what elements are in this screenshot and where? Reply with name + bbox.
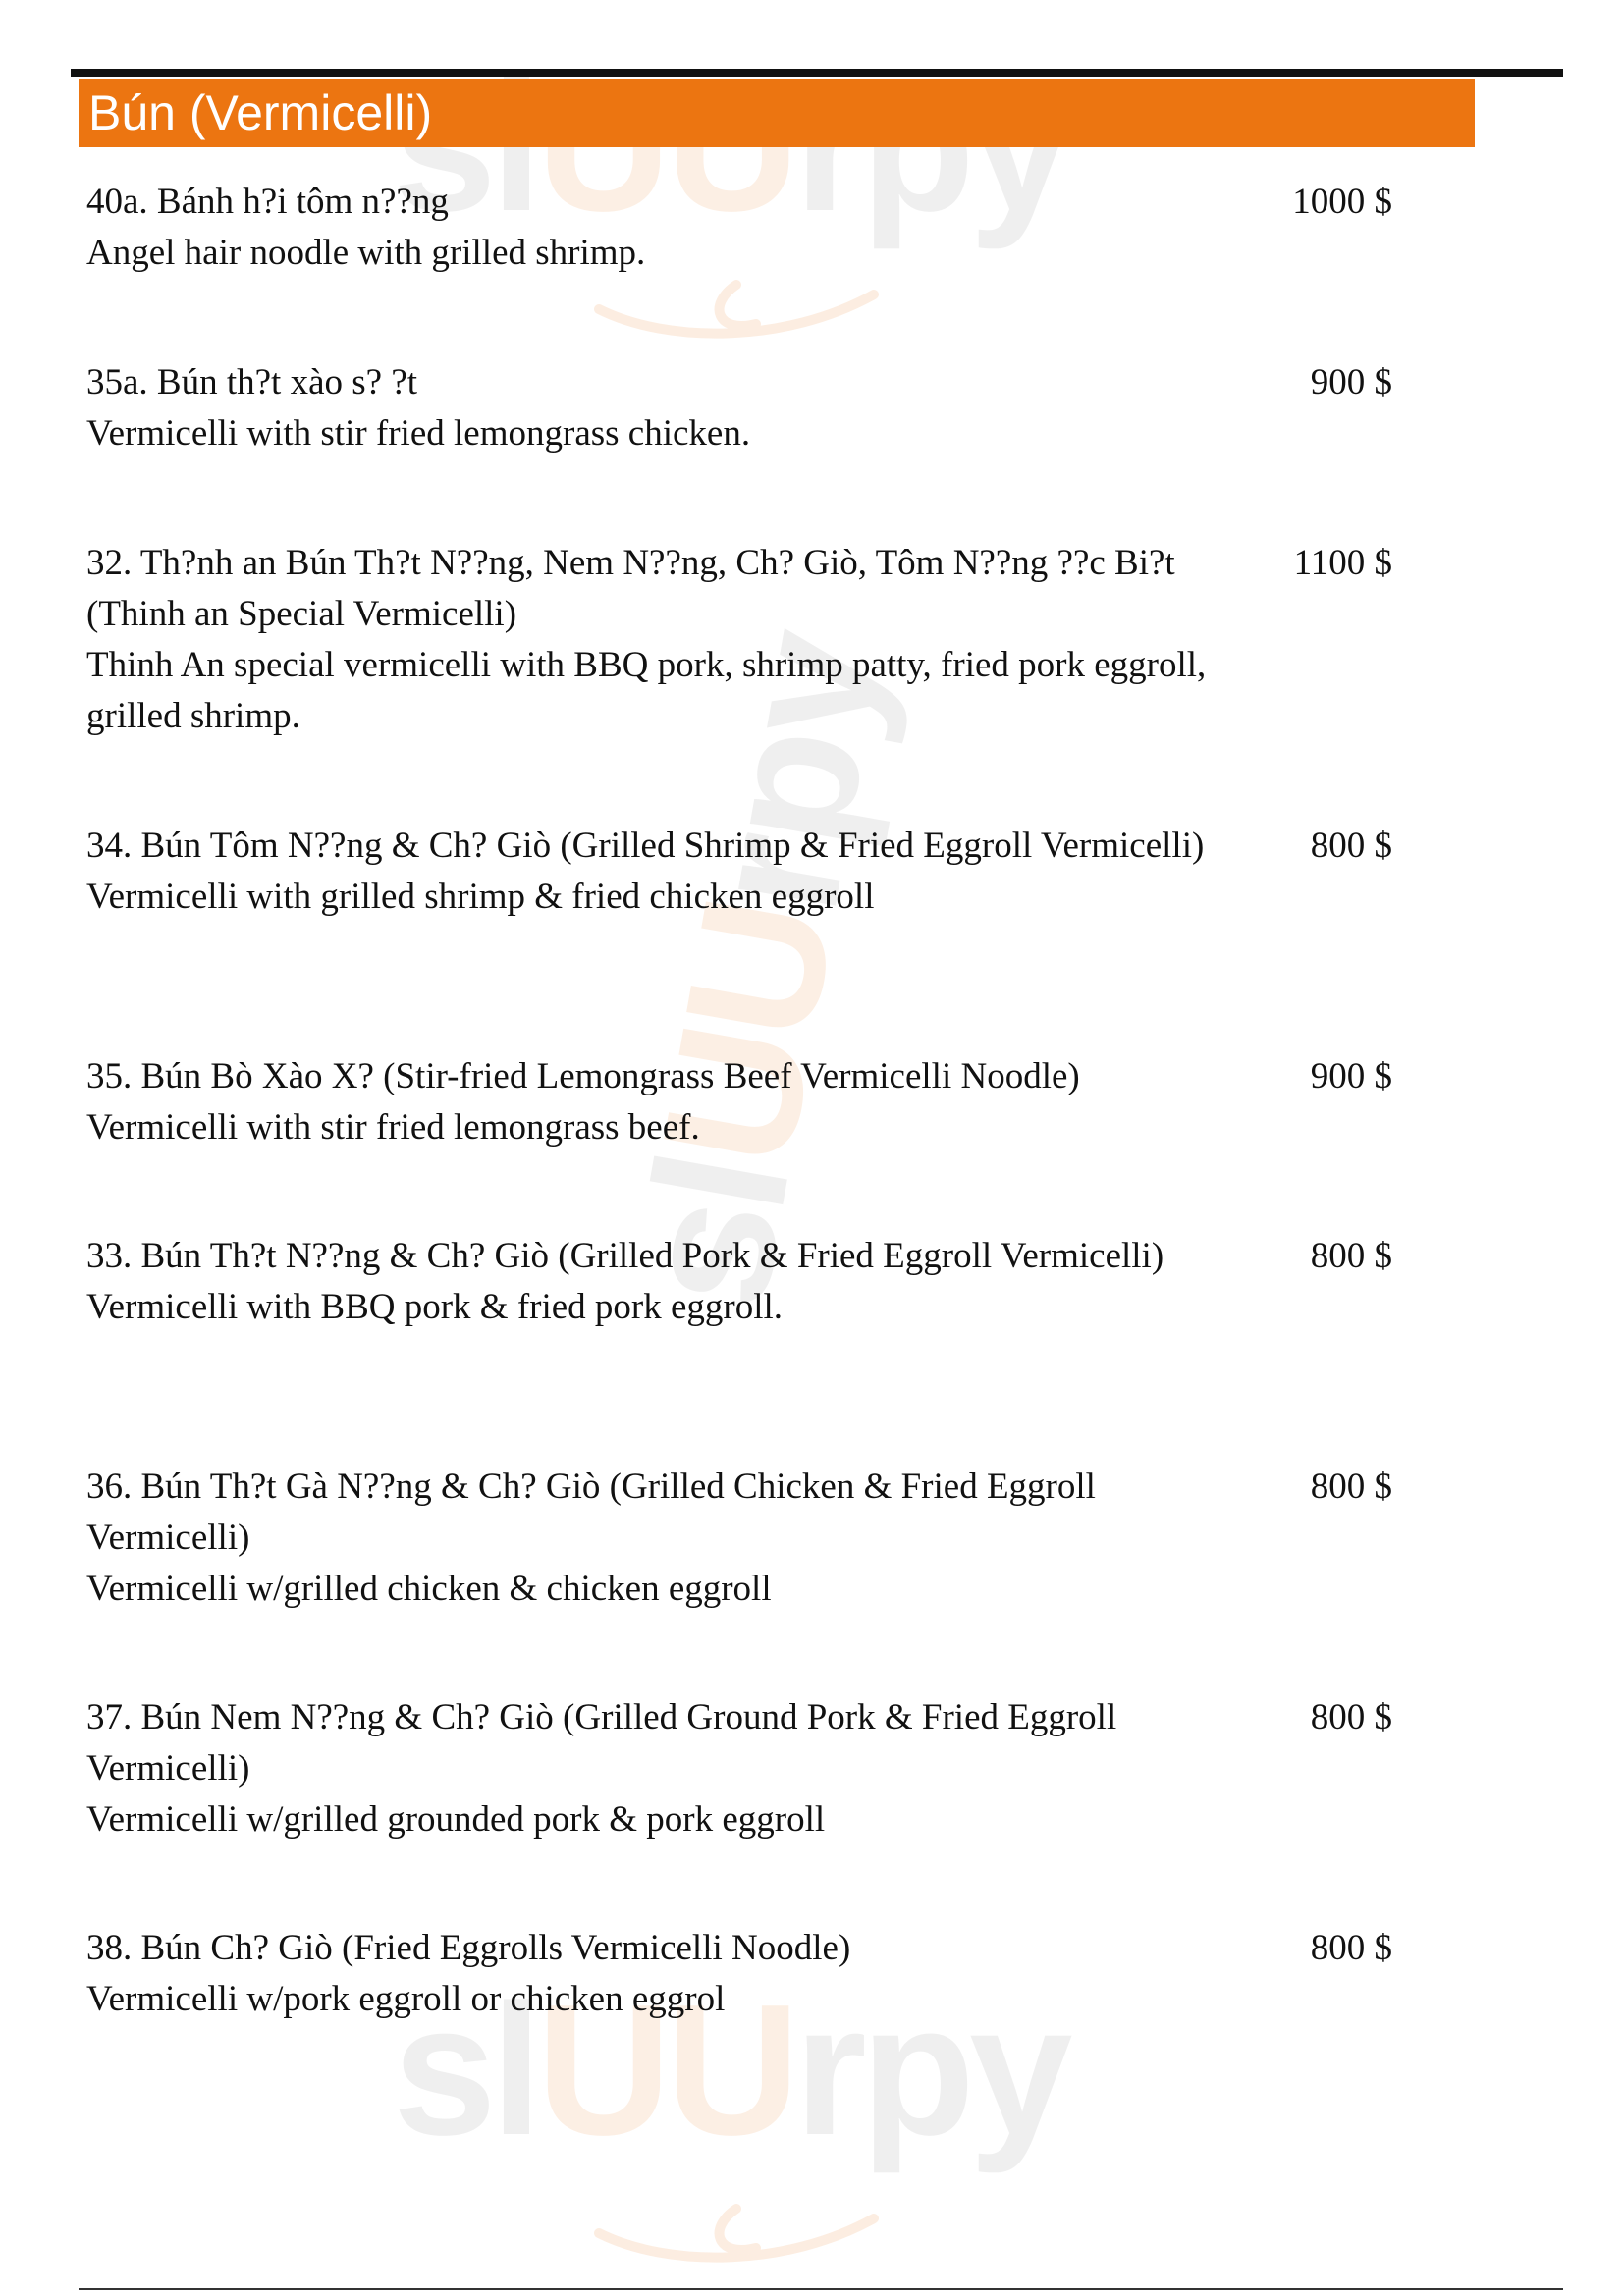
item-price: 800 $	[1310, 1236, 1392, 1276]
menu-item	[86, 1462, 1392, 1615]
item-name: 40a. Bánh h?i tôm n??ng	[86, 182, 449, 222]
item-name: 37. Bún Nem N??ng & Ch? Giò (Grilled Ground Pork & Fried Eggroll Vermicelli)	[86, 1697, 1117, 1789]
item-price: 800 $	[1310, 1928, 1392, 1968]
item-name: 32. Th?nh an Bún Th?t N??ng, Nem N??ng, Ch? Giò, Tôm N??ng ??c Bi?t (Thinh an Special Vermicelli)	[86, 543, 1175, 634]
menu-item	[86, 177, 1392, 279]
item-description: Angel hair noodle with grilled shrimp.	[86, 233, 646, 273]
item-description: Vermicelli with BBQ pork & fried pork eggroll.	[86, 1287, 784, 1327]
item-description: Vermicelli with stir fried lemongrass chicken.	[86, 413, 751, 454]
menu-item	[86, 1231, 1392, 1333]
item-name: 34. Bún Tôm N??ng & Ch? Giò (Grilled Shrimp & Fried Eggroll Vermicelli)	[86, 826, 1205, 866]
watermark-swirl-icon-bottom	[589, 2189, 884, 2277]
watermark-logo-bottom: slUUrpy	[393, 1966, 1067, 2174]
item-price: 800 $	[1310, 1467, 1392, 1507]
menu-item	[86, 1692, 1392, 1845]
watermark-logo-middle: slUUrpy	[598, 620, 921, 1321]
item-description: Vermicelli w/grilled chicken & chicken eggroll	[86, 1569, 772, 1609]
item-name: 36. Bún Th?t Gà N??ng & Ch? Giò (Grilled Chicken & Fried Eggroll Vermicelli)	[86, 1467, 1096, 1558]
item-price: 800 $	[1310, 826, 1392, 866]
item-description: Vermicelli with stir fried lemongrass beef.	[86, 1107, 700, 1148]
menu-item	[86, 538, 1392, 742]
item-price: 900 $	[1310, 362, 1392, 402]
item-price: 1100 $	[1293, 543, 1392, 583]
menu-item	[86, 1051, 1392, 1153]
section-title: Bún (Vermicelli)	[88, 85, 433, 140]
item-price: 800 $	[1310, 1697, 1392, 1737]
item-name: 33. Bún Th?t N??ng & Ch? Giò (Grilled Pork & Fried Eggroll Vermicelli)	[86, 1236, 1164, 1276]
item-description: Vermicelli with grilled shrimp & fried chicken eggroll	[86, 877, 875, 917]
item-name: 35. Bún Bò Xào X? (Stir-fried Lemongrass Beef Vermicelli Noodle)	[86, 1056, 1080, 1096]
top-divider	[71, 69, 1563, 77]
bottom-divider	[79, 2288, 1563, 2290]
item-description: Thinh An special vermicelli with BBQ pork, shrimp patty, fried pork eggroll, grilled shrimp.	[86, 645, 1207, 736]
section-header	[79, 79, 1475, 147]
item-description: Vermicelli w/pork eggroll or chicken eggrol	[86, 1979, 726, 2019]
item-name: 38. Bún Ch? Giò (Fried Eggrolls Vermicelli Noodle)	[86, 1928, 851, 1968]
item-price: 1000 $	[1292, 182, 1392, 222]
menu-item	[86, 357, 1392, 459]
item-price: 900 $	[1310, 1056, 1392, 1096]
menu-item	[86, 821, 1392, 923]
item-description: Vermicelli w/grilled grounded pork & pork eggroll	[86, 1799, 826, 1840]
menu-item	[86, 1923, 1392, 2025]
item-name: 35a. Bún th?t xào s? ?t	[86, 362, 418, 402]
